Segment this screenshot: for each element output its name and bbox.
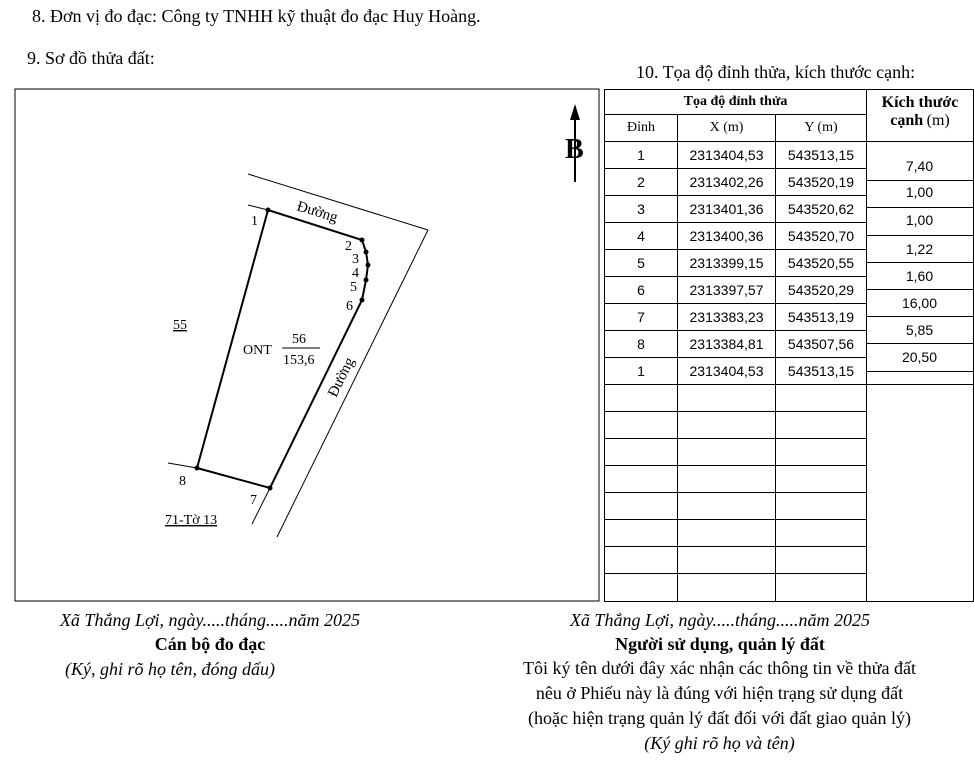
table-title: 10. Tọa độ đỉnh thửa, kích thước cạnh: bbox=[636, 62, 916, 82]
x-cell: 2313404,53 bbox=[678, 142, 776, 169]
edge-header-line1: Kích thước bbox=[881, 94, 959, 111]
vertex-point bbox=[360, 238, 365, 243]
vertex-cell: 1 bbox=[605, 358, 678, 385]
right-text-1: Tôi ký tên dưới đây xác nhận các thông tin về thửa đất bbox=[523, 658, 916, 678]
x-cell: 2313401,36 bbox=[678, 196, 776, 223]
x-cell: 2313404,53 bbox=[678, 358, 776, 385]
right-text-3: (hoặc hiện trạng quản lý đất đối với đất giao quản lý) bbox=[528, 708, 911, 728]
lot-line-left bbox=[168, 463, 197, 468]
edge-length: 1,00 bbox=[905, 212, 934, 228]
vertex-label: 3 bbox=[352, 252, 359, 267]
edge-length: 1,60 bbox=[905, 268, 934, 284]
x-cell: 2313399,15 bbox=[678, 250, 776, 277]
x-cell: 2313383,23 bbox=[678, 304, 776, 331]
lot-line-top bbox=[248, 205, 268, 210]
x-cell: 2313402,26 bbox=[678, 169, 776, 196]
right-note: (Ký ghi rõ họ và tên) bbox=[644, 733, 795, 753]
edge-length: 5,85 bbox=[905, 322, 934, 338]
vertex-cell: 5 bbox=[605, 250, 678, 277]
vertex-column-header: Đỉnh bbox=[605, 115, 678, 142]
x-cell: 2313400,36 bbox=[678, 223, 776, 250]
y-cell: 543513,15 bbox=[776, 142, 867, 169]
parcel-diagram bbox=[0, 0, 600, 605]
vertex-label: 8 bbox=[179, 474, 186, 489]
parcel-area: 153,6 bbox=[283, 353, 315, 368]
vertex-label: 7 bbox=[250, 493, 257, 508]
right-role: Người sử dụng, quản lý đất bbox=[615, 634, 825, 654]
vertex-cell: 6 bbox=[605, 277, 678, 304]
y-cell: 543520,19 bbox=[776, 169, 867, 196]
left-role: Cán bộ đo đạc bbox=[154, 634, 266, 654]
diagram-frame bbox=[15, 89, 599, 601]
road-edge-top bbox=[248, 174, 428, 230]
vertex-label: 5 bbox=[350, 280, 357, 295]
empty-row bbox=[605, 385, 974, 412]
y-cell: 543513,15 bbox=[776, 358, 867, 385]
edge-column bbox=[867, 142, 974, 385]
road-label-right: Đường bbox=[325, 355, 358, 400]
parcel-boundary bbox=[197, 210, 368, 488]
parcel-number: 56 bbox=[292, 332, 306, 347]
diagram-title: 9. Sơ đồ thửa đất: bbox=[27, 48, 155, 68]
edge-column-empty bbox=[867, 385, 974, 602]
vertex-point bbox=[195, 466, 200, 471]
edge-length: 20,50 bbox=[901, 349, 938, 365]
vertex-cell: 4 bbox=[605, 223, 678, 250]
y-cell: 543520,62 bbox=[776, 196, 867, 223]
edge-length: 1,00 bbox=[905, 184, 934, 200]
table-row bbox=[605, 142, 974, 169]
coord-group-header: Tọa độ đỉnh thửa bbox=[605, 90, 867, 115]
y-cell: 543507,56 bbox=[776, 331, 867, 358]
vertex-cell: 7 bbox=[605, 304, 678, 331]
vertex-cell: 1 bbox=[605, 142, 678, 169]
vertex-label: 2 bbox=[345, 239, 352, 254]
right-text-2: nêu ở Phiếu này là đúng với hiện trạng sử dụng đất bbox=[535, 683, 904, 703]
y-cell: 543513,19 bbox=[776, 304, 867, 331]
y-cell: 543520,70 bbox=[776, 223, 867, 250]
parcel-land-type: ONT bbox=[243, 343, 272, 358]
right-date: Xã Thắng Lợi, ngày.....tháng.....năm 2025 bbox=[569, 610, 871, 630]
north-label: B bbox=[565, 134, 584, 165]
vertex-point bbox=[266, 208, 271, 213]
coordinates-table bbox=[604, 89, 974, 602]
left-note: (Ký, ghi rõ họ tên, đóng dấu) bbox=[65, 659, 275, 679]
vertex-point bbox=[364, 250, 369, 255]
x-column-header: X (m) bbox=[678, 115, 776, 142]
vertex-cell: 3 bbox=[605, 196, 678, 223]
edge-length: 1,22 bbox=[905, 241, 934, 257]
edge-header-line2: cạnh bbox=[890, 112, 924, 129]
vertex-point bbox=[366, 263, 371, 268]
vertex-cell: 8 bbox=[605, 331, 678, 358]
left-date: Xã Thắng Lợi, ngày.....tháng.....năm 2025 bbox=[59, 610, 361, 630]
x-cell: 2313384,81 bbox=[678, 331, 776, 358]
x-cell: 2313397,57 bbox=[678, 277, 776, 304]
road-label-top: Đường bbox=[294, 198, 340, 227]
y-column-header: Y (m) bbox=[776, 115, 867, 142]
edge-length: 7,40 bbox=[905, 158, 934, 174]
edge-header-unit: (m) bbox=[926, 112, 950, 129]
vertex-cell: 2 bbox=[605, 169, 678, 196]
y-cell: 543520,55 bbox=[776, 250, 867, 277]
sheet-reference: 71-Tờ 13 bbox=[165, 513, 218, 528]
north-arrow-icon bbox=[570, 104, 580, 120]
vertex-label: 4 bbox=[352, 266, 359, 281]
edge-length-header bbox=[867, 90, 974, 142]
neighbor-parcel-number: 55 bbox=[173, 318, 187, 333]
y-cell: 543520,29 bbox=[776, 277, 867, 304]
vertex-point bbox=[360, 298, 365, 303]
survey-unit-line: 8. Đơn vị đo đạc: Công ty TNHH kỹ thuật đo đạc Huy Hoàng. bbox=[32, 6, 481, 26]
edge-length: 16,00 bbox=[901, 295, 938, 311]
vertex-point bbox=[364, 278, 369, 283]
vertex-point bbox=[268, 486, 273, 491]
vertex-label: 1 bbox=[251, 214, 258, 229]
vertex-label: 6 bbox=[346, 299, 353, 314]
